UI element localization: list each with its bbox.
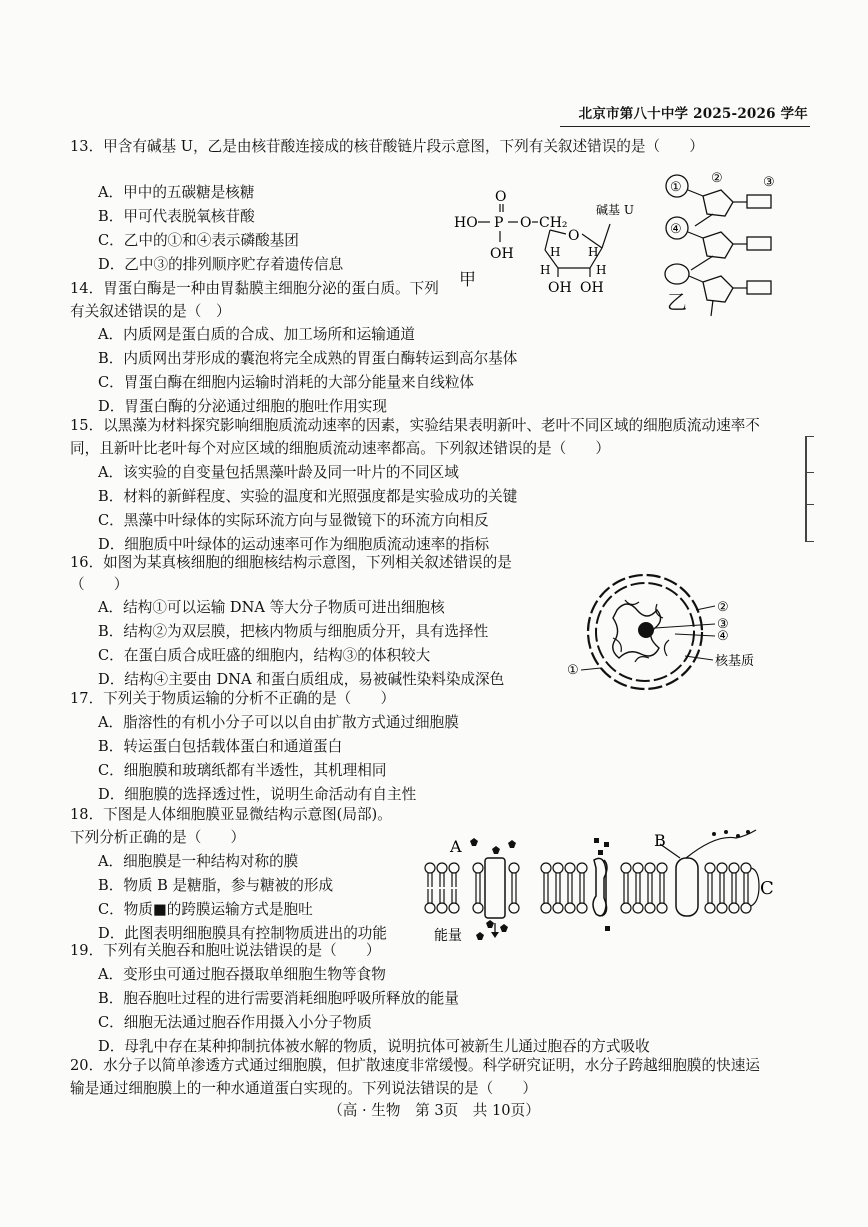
membrane-a: A [450, 837, 462, 856]
binding-tick [806, 541, 814, 542]
q16-option-c: C．在蛋白质合成旺盛的细胞内，结构③的体积较大 [98, 647, 431, 664]
q15-option-d: D．细胞质中叶绿体的运动速率可作为细胞质流动速率的指标 [98, 536, 490, 553]
q19-option-a: A．变形虫可通过胞吞摄取单细胞生物等食物 [98, 966, 386, 983]
yi-n1: ① [670, 180, 682, 195]
q16-stem-line2: （ ） [70, 576, 129, 593]
q19-option-b: B．胞吞胞吐过程的进行需要消耗细胞呼吸所释放的能量 [98, 990, 459, 1007]
q17-option-b: B．转运蛋白包括载体蛋白和通道蛋白 [98, 738, 343, 755]
q19-option-c: C．细胞无法通过胞吞作用摄入小分子物质 [98, 1014, 372, 1031]
q15-option-a: A．该实验的自变量包括黑藻叶龄及同一叶片的不同区域 [98, 464, 459, 481]
q18-option-c: C．物质■的跨膜运输方式是胞吐 [98, 901, 313, 918]
nucleus-matrix: 核基质 [715, 654, 755, 669]
yi-n3: ③ [763, 175, 775, 190]
q16-stem-line1: 16．如图为某真核细胞的细胞核结构示意图，下列相关叙述错误的是 [70, 554, 512, 571]
q15-option-b: B．材料的新鲜程度、实验的温度和光照强度都是实验成功的关键 [98, 488, 518, 505]
yi-n2: ② [711, 171, 723, 186]
q17-option-d: D．细胞膜的选择透过性，说明生命活动有自主性 [98, 786, 417, 803]
nucleus-n1: ① [567, 663, 579, 678]
jia-h2: H [588, 245, 599, 259]
q17-option-a: A．脂溶性的有机小分子可以以自由扩散方式通过细胞膜 [98, 714, 459, 731]
jia-oh2: OH [580, 280, 604, 296]
q17-option-c: C．细胞膜和玻璃纸都有半透性，其机理相同 [98, 762, 387, 779]
q14-option-b: B．内质网出芽形成的囊泡将完全成熟的胃蛋白酶转运到高尔基体 [98, 350, 518, 367]
jia-oh-p: OH [490, 246, 514, 262]
q13-option-a: A．甲中的五碳糖是核糖 [98, 184, 255, 201]
q18-option-b: B．物质 B 是糖脂，参与糖被的形成 [98, 877, 334, 894]
q13-option-d: D．乙中③的排列顺序贮存着遗传信息 [98, 256, 344, 273]
jia-ho: HO [454, 215, 478, 231]
yi-n4: ④ [670, 222, 682, 237]
q16-option-d: D．结构④主要由 DNA 和蛋白质组成，易被碱性染料染成深色 [98, 671, 505, 688]
membrane-b: B [654, 831, 666, 850]
q13-option-c: C．乙中的①和④表示磷酸基团 [98, 232, 299, 249]
jia-o-mid: O [520, 215, 532, 231]
q17-stem: 17．下列关于物质运输的分析不正确的是（ ） [70, 690, 396, 707]
q18-option-a: A．细胞膜是一种结构对称的膜 [98, 853, 299, 870]
binding-mark [805, 436, 807, 542]
q14-option-d: D．胃蛋白酶的分泌通过细胞的胞吐作用实现 [98, 398, 387, 415]
q19-stem: 19．下列有关胞吞和胞吐说法错误的是（ ） [70, 942, 381, 959]
jia-ch2: CH₂ [539, 215, 568, 231]
q16-option-b: B．结构②为双层膜，把核内物质与细胞质分开，具有选择性 [98, 623, 489, 640]
q20-stem-line1: 20．水分子以简单渗透方式通过细胞膜，但扩散速度非常缓慢。科学研究证明，水分子跨越细胞膜的快速运 [70, 1057, 760, 1074]
page-header: 北京市第八十中学 2025-2026 学年 [578, 106, 808, 122]
q14-option-c: C．胃蛋白酶在细胞内运输时消耗的大部分能量来自线粒体 [98, 374, 475, 391]
q15-stem-line1: 15．以黑藻为材料探究影响细胞质流动速率的因素，实验结果表明新叶、老叶不同区域的细胞质流动速率不 [70, 417, 760, 434]
cell-nucleus-figure [565, 570, 765, 695]
jia-o-top: O [495, 189, 507, 205]
q18-stem-line1: 18．下图是人体细胞膜亚显微结构示意图(局部)。 [70, 806, 392, 823]
q16-option-a: A．结构①可以运输 DNA 等大分子物质可进出细胞核 [98, 599, 445, 616]
q18-option-d: D．此图表明细胞膜具有控制物质进出的功能 [98, 925, 387, 942]
binding-tick [806, 472, 814, 473]
jia-label: 甲 [459, 270, 476, 290]
q19-option-d: D．母乳中存在某种抑制抗体被水解的物质，说明抗体可被新生儿通过胞吞的方式吸收 [98, 1038, 650, 1055]
membrane-energy: 能量 [434, 928, 462, 944]
q13-stem: 13．甲含有碱基 U，乙是由核苷酸连接成的核苷酸链片段示意图，下列有关叙述错误的是（ ） [70, 138, 704, 155]
jia-h3: H [540, 263, 551, 277]
header-rule [560, 126, 810, 127]
membrane-c: C [760, 878, 774, 899]
cell-membrane-figure [418, 828, 788, 948]
q20-stem-line2: 输是通过细胞膜上的一种水通道蛋白实现的。下列说法错误的是（ ） [70, 1080, 538, 1097]
nucleus-n4: ④ [717, 629, 729, 644]
page-footer: （高 · 生物 第 3页 共 10页） [328, 1102, 540, 1119]
jia-base-u: 碱基 U [596, 203, 634, 217]
q14-stem-line2: 有关叙述错误的是（ ） [70, 303, 231, 320]
q14-stem-line1: 14．胃蛋白酶是一种由胃黏膜主细胞分泌的蛋白质。下列 [70, 280, 439, 297]
yi-label: 乙 [667, 290, 687, 314]
q13-option-b: B．甲可代表脱氧核苷酸 [98, 208, 255, 225]
jia-h4: H [596, 263, 607, 277]
q18-stem-line2: 下列分析正确的是（ ） [70, 829, 246, 846]
nucleotide-jia-figure [450, 184, 650, 304]
q15-option-c: C．黑藻中叶绿体的实际环流方向与显微镜下的环流方向相反 [98, 512, 489, 529]
binding-tick [806, 504, 814, 505]
nucleus-n3: ③ [717, 617, 729, 632]
jia-p: P [494, 215, 504, 231]
nucleus-n2: ② [717, 600, 729, 615]
q14-option-a: A．内质网是蛋白质的合成、加工场所和运输通道 [98, 326, 416, 343]
jia-h1: H [550, 245, 561, 259]
q15-stem-line2: 同，且新叶比老叶每个对应区域的细胞质流动速率都高。下列叙述错误的是（ ） [70, 440, 610, 457]
jia-oh1: OH [548, 280, 572, 296]
binding-tick [806, 436, 814, 437]
jia-ring-o: O [568, 228, 580, 244]
